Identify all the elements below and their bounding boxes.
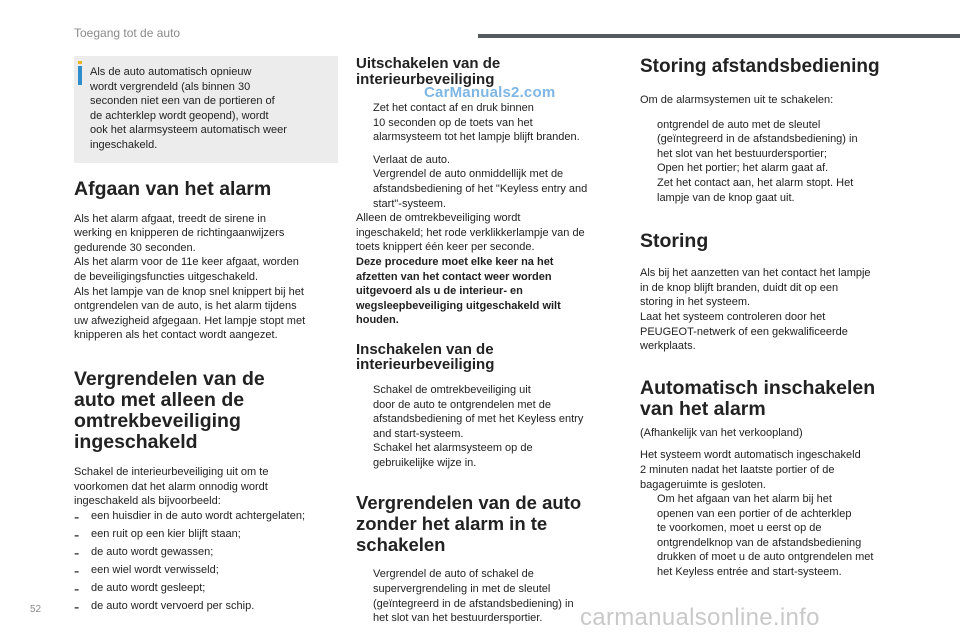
bullet-item: Open het portier; het alarm gaat af. xyxy=(640,161,910,176)
bullet-item: Verlaat de auto. xyxy=(356,153,620,168)
page-header xyxy=(0,0,960,40)
intro-text: Om de alarmsystemen uit te schakelen: xyxy=(640,94,834,106)
heading-line: Automatisch inschakelen xyxy=(640,376,876,399)
bullet-item: Vergrendel de auto onmiddellijk met de afstandsbediening of het "Keyless entry and start"-systeem. xyxy=(356,167,620,211)
text-line: gedurende 30 seconden. xyxy=(74,241,196,254)
text-line: de beveiligingsfuncties uitgeschakeld. xyxy=(74,270,259,283)
column-left xyxy=(74,56,338,617)
text-line: Als het lampje van de knop snel knippert bij het xyxy=(74,285,304,298)
text-line: uw afwezigheid afgegaan. Het lampje stopt met xyxy=(74,314,306,327)
arrow-icon xyxy=(356,383,373,441)
heading-line: omtrekbeveiliging xyxy=(74,409,241,432)
arrow-icon xyxy=(356,167,373,211)
info-line: ook het alarmsysteem automatisch weer xyxy=(90,124,287,137)
heading-uitschakelen xyxy=(356,56,620,87)
country-note: (Afhankelijk van het verkoopland) xyxy=(640,426,803,439)
storing-text: Als bij het aanzetten van het contact het lampje in de knop blijft branden, duidt dit op een storing in het systeem. Laat het systeem controleren door het PEUGEOT-netwerk of een gekwalificeerde werkplaats. xyxy=(640,267,871,353)
text-line: knipperen als het contact wordt aangezet. xyxy=(74,329,278,342)
dash-item: - een huisdier in de auto wordt achtergelaten; xyxy=(74,508,306,526)
info-line: de achterklep wordt geopend), wordt xyxy=(90,109,269,122)
dash-item: - een wiel wordt verwisseld; xyxy=(74,562,219,580)
heading-automatisch xyxy=(640,378,910,420)
dash-item: - de auto wordt vervoerd per schip. xyxy=(74,598,255,616)
arrow-icon xyxy=(640,492,657,580)
info-line: ingeschakeld. xyxy=(90,138,158,151)
heading-line: zonder het alarm in te xyxy=(356,513,548,535)
heading-line: schakelen xyxy=(356,534,446,556)
info-icon xyxy=(78,66,82,85)
heading-line: auto met alleen de xyxy=(74,388,245,411)
afgaan-text xyxy=(74,212,338,343)
text-line: ingeschakeld als bijvoorbeeld: xyxy=(74,495,221,508)
heading-inschakelen xyxy=(356,342,620,373)
info-line: wordt vergrendeld (als binnen 30 xyxy=(90,80,251,93)
text-line: Als het alarm voor de 11e keer afgaat, worden xyxy=(74,256,299,269)
text-line: ontgrendelen van de auto, is het alarm tijdens xyxy=(74,300,297,313)
heading-line: interieurbeveiliging xyxy=(356,356,495,374)
column-middle xyxy=(356,56,620,626)
bullet-item: Om het afgaan van het alarm bij het openen van een portier of de achterklep te voorkomen, moet u eerst op de ontgrendelknop van de afstandsbediening drukken of moet u de auto ontgrendelen met het Keyless entrée and start-systeem. xyxy=(640,492,910,580)
arrow-icon xyxy=(640,161,657,176)
info-line: Als de auto automatisch opnieuw xyxy=(90,66,252,78)
vergrendelen-text xyxy=(74,465,338,617)
uitschakelen-text: Alleen de omtrekbeveiliging wordt ingeschakeld; het rode verklikkerlampje van de toets knippert één keer per seconde. xyxy=(356,212,585,254)
text-line: werking en knipperen de richtingaanwijzers xyxy=(74,227,285,240)
dash-item: - de auto wordt gesleept; xyxy=(74,580,206,598)
info-icon-dot xyxy=(78,61,82,64)
arrow-icon xyxy=(640,118,657,162)
heading-line: Uitschakelen van de xyxy=(356,55,501,72)
arrow-icon xyxy=(640,176,657,205)
bullet-item: Zet het contact af en druk binnen 10 seconden op de toets van het alarmsysteem tot het lampje blijft branden. xyxy=(356,101,620,145)
text-line: Schakel de interieurbeveiliging uit om te xyxy=(74,465,269,478)
heading-vergrendelen-omtrek xyxy=(74,369,338,453)
info-box xyxy=(74,56,338,163)
text-line: Als het alarm afgaat, treedt de sirene in xyxy=(74,212,266,225)
bullet-item: Schakel het alarmsysteem op de gebruikelijke wijze in. xyxy=(356,441,620,470)
dash-item: - de auto wordt gewassen; xyxy=(74,544,214,562)
info-text xyxy=(90,65,328,153)
heading-line: Vergrendelen van de xyxy=(74,367,265,390)
heading-line: Inschakelen van de xyxy=(356,340,494,358)
bullet-item: Schakel de omtrekbeveiliging uit door de auto te ontgrendelen met de afstandsbediening of met het Keyless entry and start-systeem. xyxy=(356,383,620,441)
section-title: Toegang tot de auto xyxy=(74,26,181,40)
bullet-item: Zet het contact aan, het alarm stopt. Het lampje van de knop gaat uit. xyxy=(640,176,910,205)
heading-line: ingeschakeld xyxy=(74,430,198,453)
dash-item: - een ruit op een kier blijft staan; xyxy=(74,526,241,544)
arrow-icon xyxy=(356,101,373,145)
header-bar xyxy=(478,34,960,38)
heading-line: van het alarm xyxy=(640,397,766,420)
bullet-item: ontgrendel de auto met de sleutel (geïntegreerd in de afstandsbediening) in het slot van het bestuurdersportier; xyxy=(640,118,910,162)
heading-zonder-alarm xyxy=(356,492,620,555)
arrow-icon xyxy=(356,441,373,470)
page-number: 52 xyxy=(30,604,42,615)
column-right xyxy=(640,56,910,580)
heading-line: Vergrendelen van de auto xyxy=(356,492,582,514)
text-line: voorkomen dat het alarm onnodig wordt xyxy=(74,480,268,493)
heading-afgaan: Afgaan van het alarm xyxy=(74,177,272,200)
warning-text: Deze procedure moet elke keer na het afzetten van het contact weer worden uitgevoerd als u de interieur- en wegsleepbeveiliging uitgeschakeld wilt houden. xyxy=(356,255,561,327)
heading-line: interieurbeveiliging xyxy=(356,70,495,88)
watermark-carmanuals: CarManuals2.com xyxy=(424,84,556,101)
footer-watermark[interactable]: carmanualsonline.info xyxy=(580,604,820,631)
info-line: seconden niet een van de portieren of xyxy=(90,95,275,108)
heading-storing-afstandsbediening: Storing afstandsbediening xyxy=(640,56,880,77)
arrow-icon xyxy=(356,153,373,168)
automatisch-text: Het systeem wordt automatisch ingeschakeld 2 minuten nadat het laatste portier of de bagageruimte is gesloten. xyxy=(640,449,861,491)
bullet-item: Vergrendel de auto of schakel de supervergrendeling in met de sleutel (geïntegreerd in de afstandsbediening) in het slot van het bestuurdersportier. xyxy=(356,567,620,625)
arrow-icon xyxy=(356,567,373,625)
heading-storing: Storing xyxy=(640,230,709,253)
